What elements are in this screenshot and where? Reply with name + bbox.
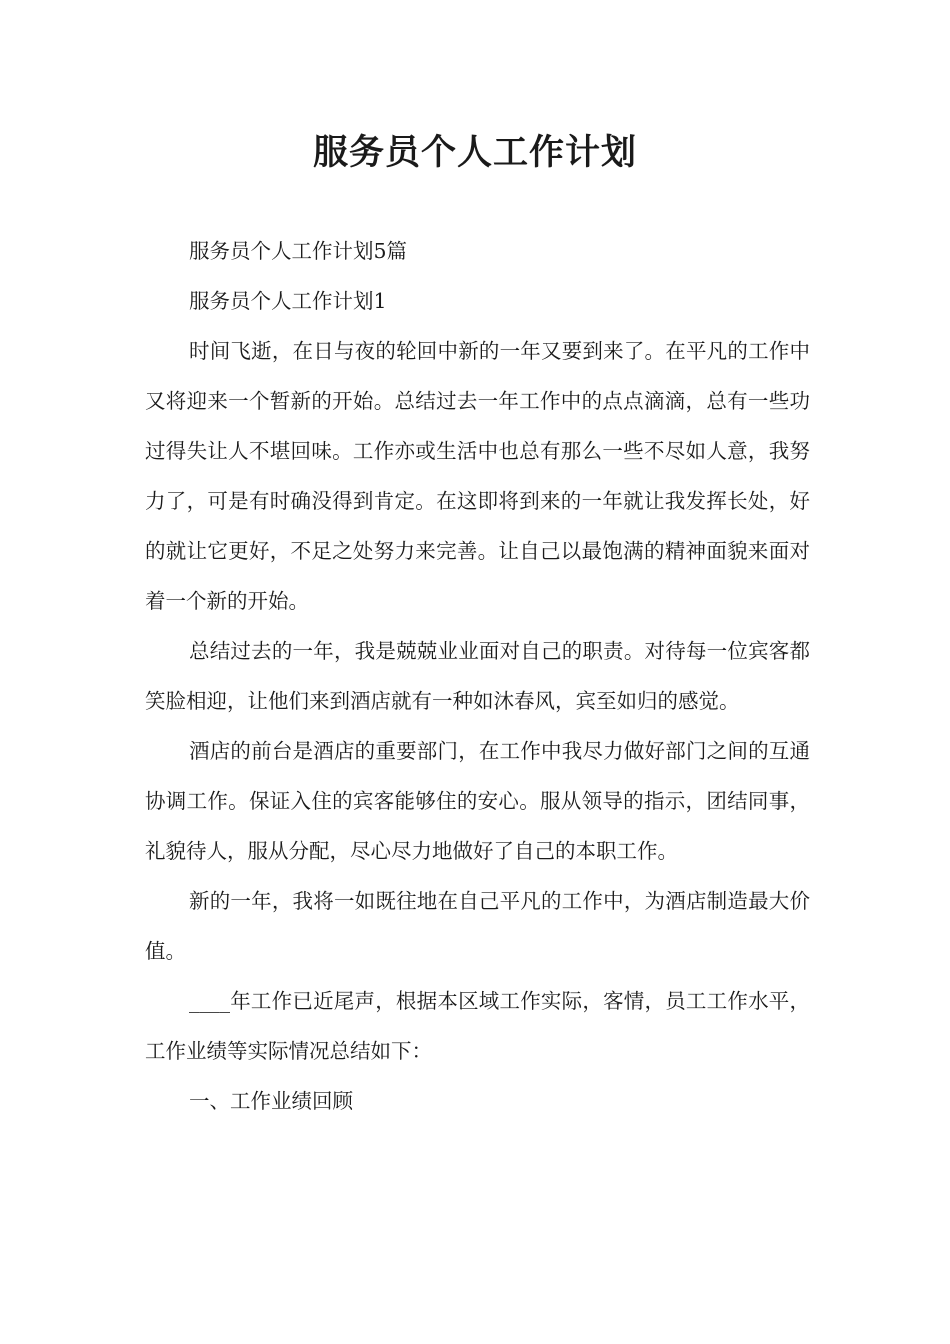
document-title: 服务员个人工作计划 xyxy=(312,133,637,173)
paragraph: 酒店的前台是酒店的重要部门，在工作中我尽力做好部门之间的互通协调工作。保证入住的宾客能够住的安心。服从领导的指示，团结同事，礼貌待人，服从分配，尽心尽力地做好了自己的本职工作。 xyxy=(145,739,810,863)
paragraph: ____年工作已近尾声，根据本区域工作实际，客情，员工工作水平，工作业绩等实际情况总结如下： xyxy=(145,989,810,1063)
paragraph-heading: 一、工作业绩回顾 xyxy=(189,1089,353,1113)
document-body xyxy=(145,226,810,1126)
paragraph-subtitle: 服务员个人工作计划5篇 xyxy=(189,239,408,263)
paragraph: 时间飞逝，在日与夜的轮回中新的一年又要到来了。在平凡的工作中又将迎来一个暂新的开始。总结过去一年工作中的点点滴滴，总有一些功过得失让人不堪回味。工作亦或生活中也总有那么一些不尽如人意，我努力了，可是有时确没得到肯定。在这即将到来的一年就让我发挥长处，好的就让它更好，不足之处努力来完善。让自己以最饱满的精神面貌来面对着一个新的开始。 xyxy=(145,339,810,613)
paragraph-section-heading: 服务员个人工作计划1 xyxy=(189,289,387,313)
paragraph: 新的一年，我将一如既往地在自己平凡的工作中，为酒店制造最大价值。 xyxy=(145,889,810,963)
paragraph: 总结过去的一年，我是兢兢业业面对自己的职责。对待每一位宾客都笑脸相迎，让他们来到酒店就有一种如沐春风，宾至如归的感觉。 xyxy=(145,639,810,713)
